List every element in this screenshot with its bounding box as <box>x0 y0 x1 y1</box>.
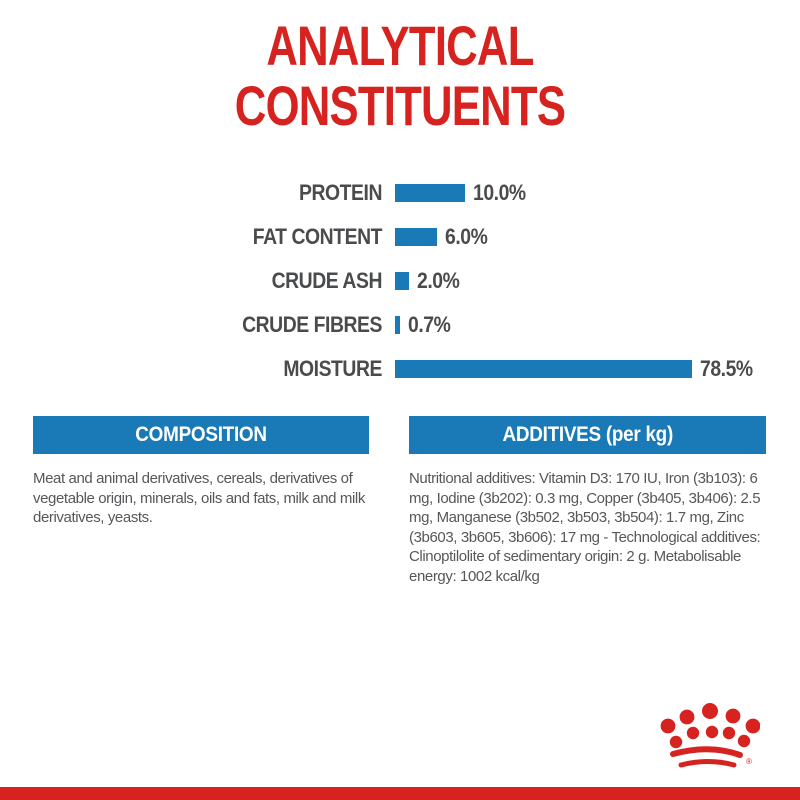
bar-crude-ash <box>395 272 409 290</box>
title-line-2: CONSTITUENTS <box>234 74 566 137</box>
bar-value-moisture: 78.5% <box>700 356 753 381</box>
chart-row-protein <box>0 171 800 215</box>
page-title <box>0 16 800 136</box>
bar-crude-fibres <box>395 316 400 334</box>
additives-header <box>409 416 766 454</box>
bar-value-crude-ash: 2.0% <box>417 268 460 293</box>
bar-value-crude-fibres: 0.7% <box>408 312 451 337</box>
additives-header-label: ADDITIVES (per kg) <box>502 423 673 446</box>
composition-header <box>33 416 369 454</box>
composition-header-label: COMPOSITION <box>135 423 267 446</box>
title-line-1: ANALYTICAL <box>266 14 534 77</box>
registered-trademark-symbol: ® <box>746 757 752 766</box>
bar-moisture <box>395 360 692 378</box>
analytical-constituents-chart <box>0 171 800 391</box>
bar-fat-content <box>395 228 437 246</box>
bar-label-crude-fibres: CRUDE FIBRES <box>242 312 382 337</box>
chart-row-fat-content <box>0 215 800 259</box>
bar-protein <box>395 184 465 202</box>
bar-value-fat-content: 6.0% <box>445 224 488 249</box>
chart-row-moisture <box>0 347 800 391</box>
additives-text: Nutritional additives: Vitamin D3: 170 IU, Iron (3b103): 6 mg, Iodine (3b202): 0.3 mg, Copper (3b405, 3b406): 2.5 mg, Manganese (3b502, 3b503, 3b504): 1.7 mg, Zinc (3b603, 3b605, 3b606): 17 mg - Technological additives: Clinoptilolite of sedimentary origin: 2 g. Metabolisable energy: 1002 kcal/kg <box>409 470 761 585</box>
bottom-red-band <box>0 787 800 800</box>
composition-section <box>33 416 369 528</box>
royal-canin-crown-icon <box>660 700 760 772</box>
bar-label-crude-ash: CRUDE ASH <box>271 268 382 293</box>
bar-value-protein: 10.0% <box>473 180 526 205</box>
composition-text: Meat and animal derivatives, cereals, derivatives of vegetable origin, minerals, oils and fats, milk and milk derivatives, yeasts. <box>33 470 365 526</box>
chart-row-crude-ash <box>0 259 800 303</box>
bar-label-protein: PROTEIN <box>299 180 382 205</box>
chart-row-crude-fibres <box>0 303 800 347</box>
bar-label-fat-content: FAT CONTENT <box>252 224 382 249</box>
bar-label-moisture: MOISTURE <box>283 356 382 381</box>
additives-section <box>409 416 766 586</box>
